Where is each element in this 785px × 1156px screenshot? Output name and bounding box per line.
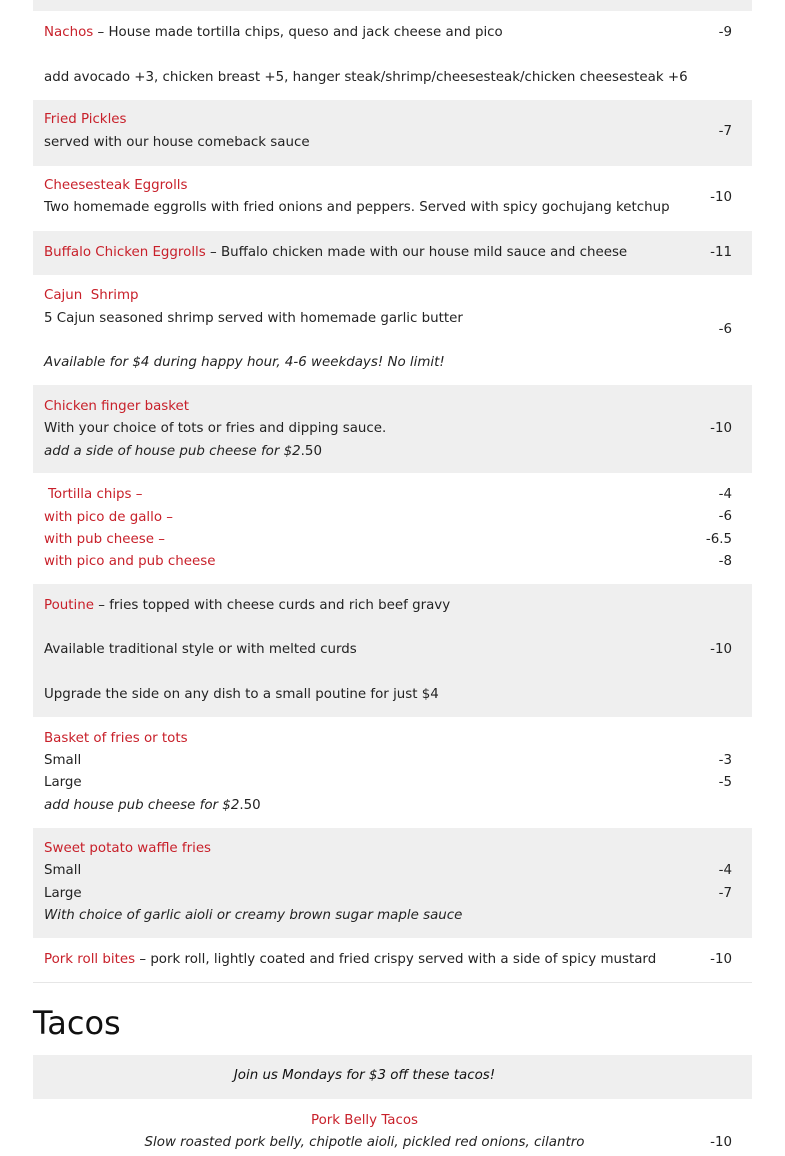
item-description: pork roll, lightly coated and fried crispy served with a side of spicy mustard (150, 952, 657, 967)
menu-item-basket-fries-tots (33, 717, 752, 828)
item-name: Nachos (44, 25, 94, 40)
item-price: -3 (718, 753, 732, 768)
menu-item-nachos (33, 11, 752, 100)
item-price: -5 (718, 775, 732, 790)
section-divider (33, 982, 752, 983)
item-name: Cheesesteak Eggrolls (44, 178, 188, 193)
item-size: Small (44, 753, 82, 768)
item-name: Pork Belly Tacos (310, 1113, 419, 1128)
item-note: With choice of garlic aioli or creamy brown sugar maple sauce (44, 908, 463, 923)
item-price: -4 (718, 863, 732, 878)
item-name: Buffalo Chicken Eggrolls (44, 245, 206, 260)
item-separator: – (135, 952, 151, 967)
item-name: Fried Pickles (44, 112, 127, 127)
item-addons: add avocado +3, chicken breast +5, hanger steak/shrimp/cheesesteak/chicken cheesesteak +6 (44, 70, 688, 85)
item-variant: with pico and pub cheese (44, 554, 216, 569)
item-variant: with pub cheese – (44, 532, 165, 547)
item-note-tail: .50 (300, 444, 322, 459)
item-note-tail: .50 (239, 798, 261, 813)
item-note: add a side of house pub cheese for $2 (44, 444, 301, 459)
item-description-3: Upgrade the side on any dish to a small poutine for just $4 (44, 687, 439, 702)
item-price: -8 (718, 554, 732, 569)
item-size: Large (44, 886, 82, 901)
menu-item-cheesesteak-eggrolls (33, 166, 752, 231)
item-price: -4 (718, 487, 732, 502)
item-variant: with pico de gallo – (44, 510, 173, 525)
menu-item-buffalo-chicken-eggrolls (33, 231, 752, 275)
item-price: -10 (710, 1135, 732, 1150)
top-strip (33, 0, 752, 11)
item-price: -10 (710, 421, 732, 436)
item-description: With your choice of tots or fries and dipping sauce. (44, 421, 387, 436)
item-price: -6 (718, 509, 732, 524)
item-name: Chicken finger basket (44, 399, 190, 414)
item-price: -7 (718, 886, 732, 901)
item-description-2: Available traditional style or with melted curds (44, 642, 357, 657)
section-title-tacos: Tacos (33, 1004, 121, 1042)
promo-text: Join us Mondays for $3 off these tacos! (233, 1068, 496, 1083)
item-name: Tortilla chips – (48, 487, 143, 502)
item-description: House made tortilla chips, queso and jack cheese and pico (108, 25, 503, 40)
item-note: add house pub cheese for $2 (44, 798, 240, 813)
item-name: Basket of fries or tots (44, 731, 188, 746)
menu-item-sweet-potato-fries (33, 828, 752, 938)
item-price: -6 (718, 322, 732, 337)
tacos-promo-banner (33, 1055, 752, 1099)
item-name: Cajun Shrimp (44, 288, 139, 303)
item-size: Large (44, 775, 82, 790)
item-size: Small (44, 863, 82, 878)
item-description: Slow roasted pork belly, chipotle aioli, pickled red onions, cilantro (144, 1135, 585, 1150)
item-separator: – (205, 245, 221, 260)
item-price: -11 (710, 245, 732, 260)
item-note: Available for $4 during happy hour, 4-6 weekdays! No limit! (44, 355, 445, 370)
menu-item-fried-pickles (33, 100, 752, 166)
item-description: served with our house comeback sauce (44, 135, 310, 150)
item-name: Pork roll bites (44, 952, 136, 967)
item-name: Poutine (44, 598, 94, 613)
item-description: 5 Cajun seasoned shrimp served with homemade garlic butter (44, 311, 463, 326)
item-name: Sweet potato waffle fries (44, 841, 212, 856)
item-price: -10 (710, 952, 732, 967)
item-price: -7 (718, 124, 732, 139)
item-price: -6.5 (705, 532, 732, 547)
item-separator: – (93, 25, 109, 40)
menu-item-pork-roll-bites (33, 938, 752, 982)
item-price: -9 (718, 25, 732, 40)
menu-item-cajun-shrimp (33, 275, 752, 385)
item-separator: – (93, 598, 110, 613)
menu-item-poutine (33, 584, 752, 717)
menu-item-pork-belly-tacos (33, 1099, 752, 1156)
menu-item-tortilla-chips (33, 473, 752, 584)
menu-item-chicken-finger-basket (33, 385, 752, 473)
item-description: Buffalo chicken made with our house mild sauce and cheese (220, 245, 628, 260)
item-description: fries topped with cheese curds and rich beef gravy (109, 598, 451, 613)
item-price: -10 (710, 642, 732, 657)
item-description: Two homemade eggrolls with fried onions and peppers. Served with spicy gochujang ketchup (44, 200, 670, 215)
item-price: -10 (710, 190, 732, 205)
